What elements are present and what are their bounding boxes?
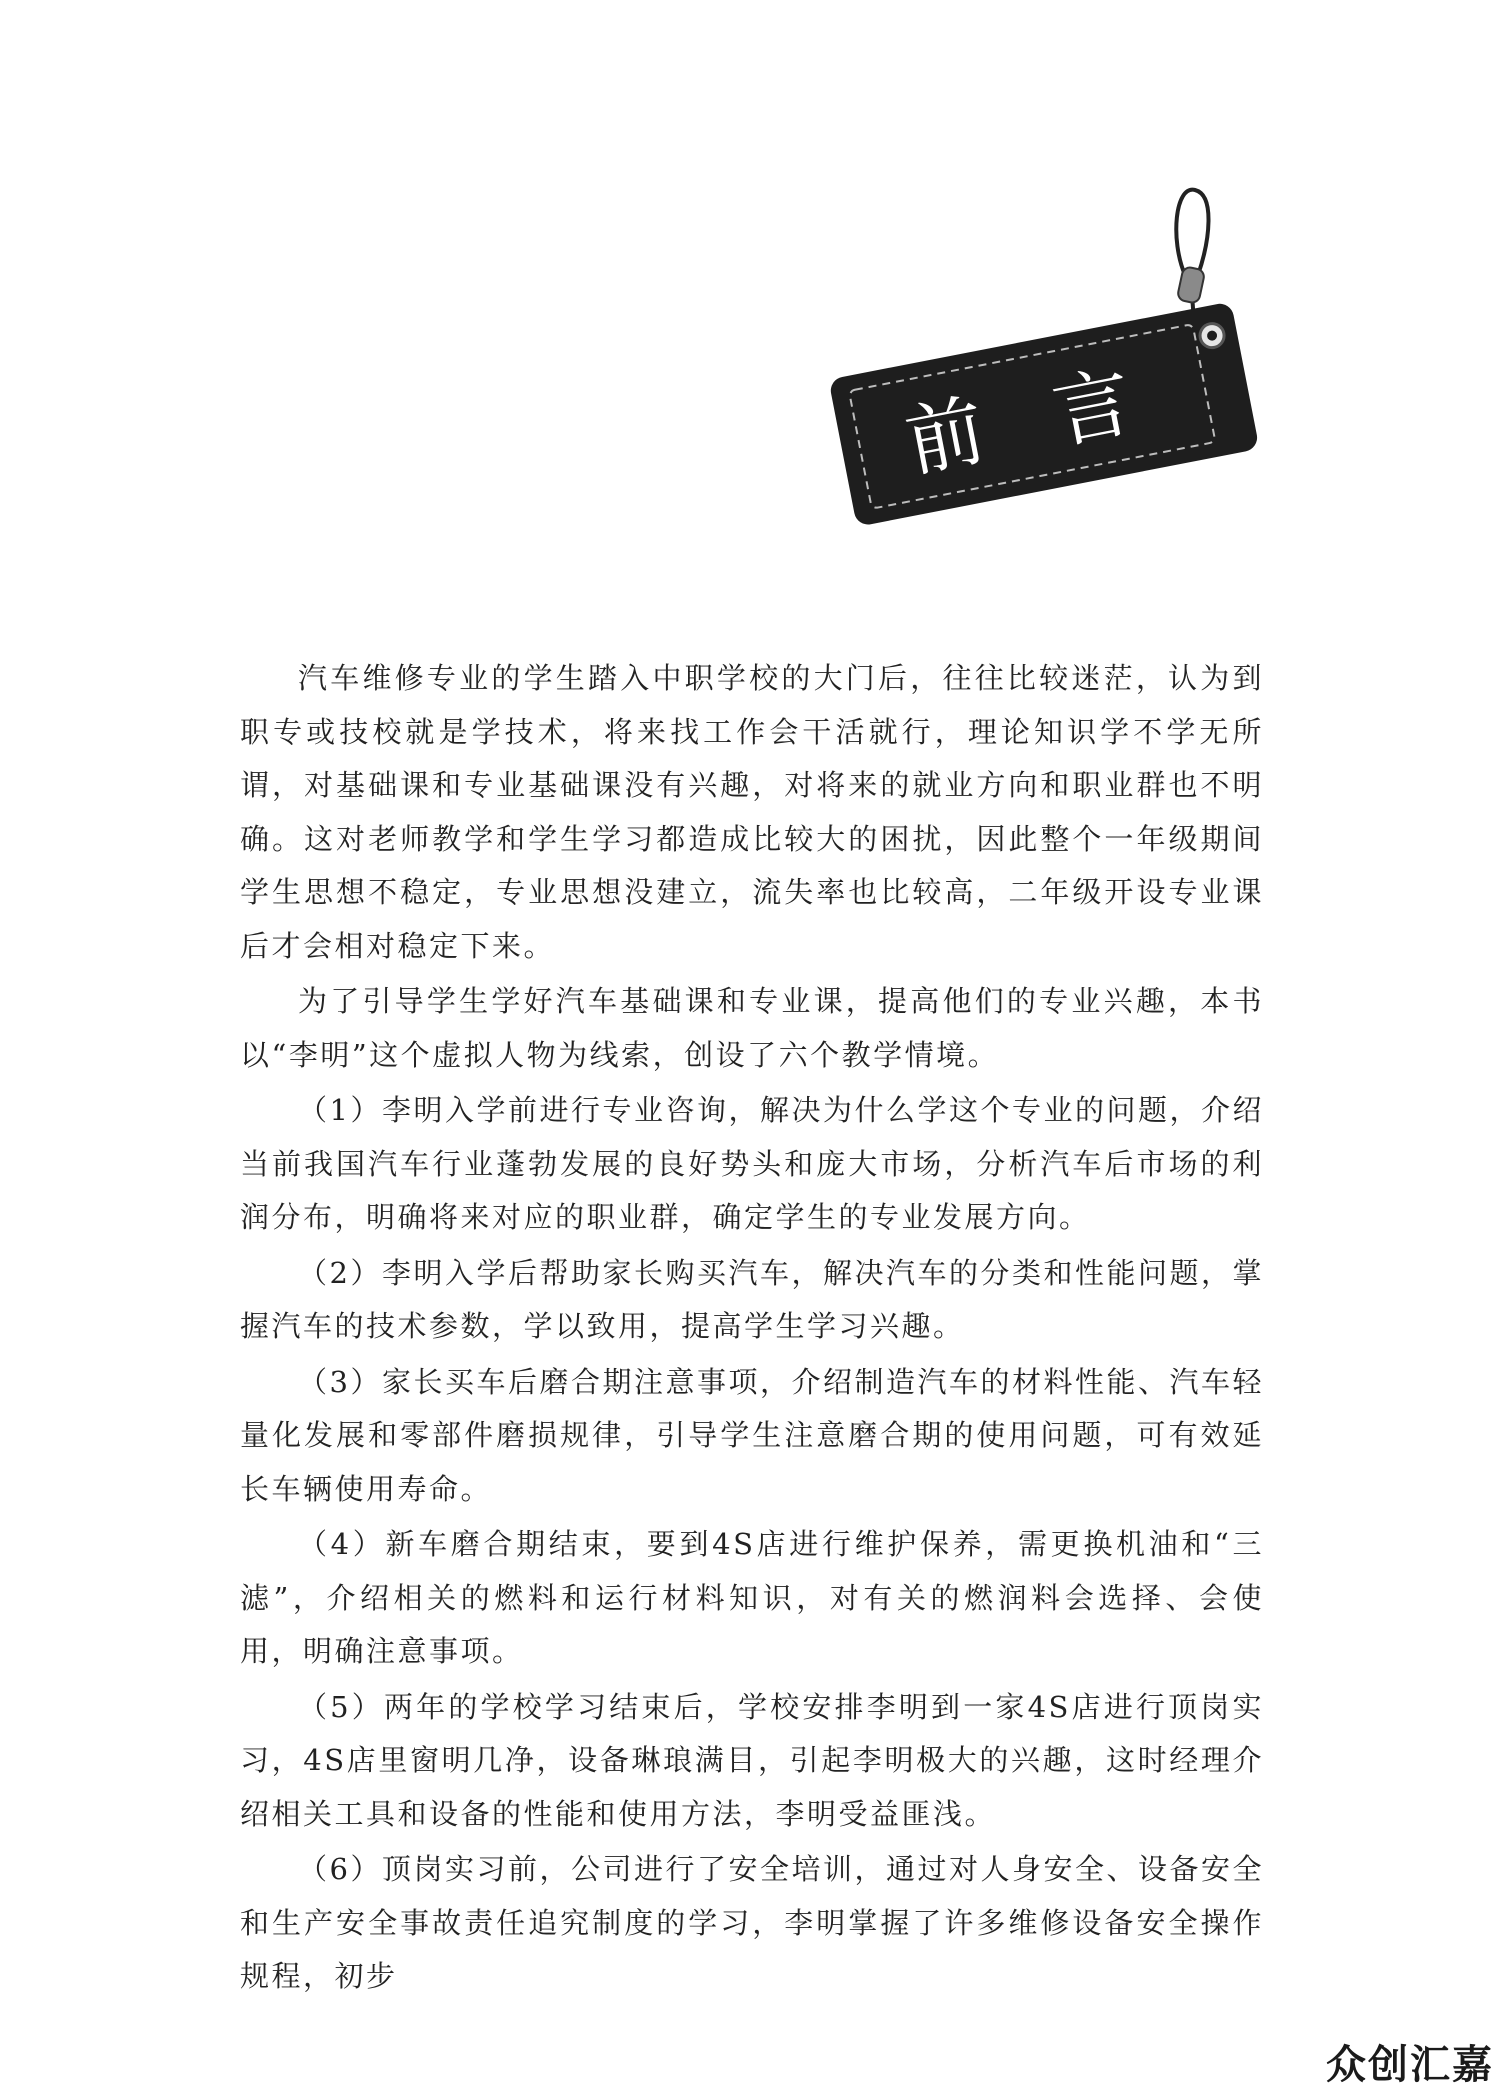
tag-cord (1176, 190, 1208, 275)
preface-title-char-2: 言 (1045, 357, 1140, 461)
paragraph-3: （1）李明入学前进行专业咨询，解决为什么学这个专业的问题，介绍当前我国汽车行业蓬勃发展的良好势头和庞大市场，分析汽车后市场的利润分布，明确将来对应的职业群，确定学生的专业发展方向。 (240, 1093, 1264, 1234)
tag-body (828, 301, 1259, 526)
paragraph-5: （3）家长买车后磨合期注意事项，介绍制造汽车的材料性能、汽车轻量化发展和零部件磨损规律，引导学生注意磨合期的使用问题，可有效延长车辆使用寿命。 (240, 1364, 1264, 1506)
preface-tag-illustration (800, 180, 1260, 580)
paragraph-1: 汽车维修专业的学生踏入中职学校的大门后，往往比较迷茫，认为到职专或技校就是学技术，将来找工作会干活就行，理论知识学不学无所谓，对基础课和专业基础课没有兴趣，对将来的就业方向和职业群也不明确。这对老师教学和学生学习都造成比较大的困扰，因此整个一年级期间学生思想不稳定，专业思想没建立，流失率也比较高，二年级开设专业课后才会相对稳定下来。 (240, 661, 1264, 963)
paragraph-4: （2）李明入学后帮助家长购买汽车，解决汽车的分类和性能问题，掌握汽车的技术参数，学以致用，提高学生学习兴趣。 (240, 1255, 1264, 1343)
paragraph-6: （4）新车磨合期结束，要到4S店进行维护保养，需更换机油和“三滤”，介绍相关的燃料和运行材料知识，对有关的燃润料会选择、会使用，明确注意事项。 (240, 1527, 1264, 1668)
paragraph-8: （6）顶岗实习前，公司进行了安全培训，通过对人身安全、设备安全和生产安全事故责任追究制度的学习，李明掌握了许多维修设备安全操作规程，初步 (240, 1852, 1264, 1993)
paragraph-2: 为了引导学生学好汽车基础课和专业课，提高他们的专业兴趣，本书以“李明”这个虚拟人物为线索，创设了六个教学情境。 (240, 984, 1264, 1072)
preface-title-char-1: 前 (898, 385, 993, 489)
tag-clasp (1177, 266, 1206, 304)
paragraph-7: （5）两年的学校学习结束后，学校安排李明到一家4S店进行顶岗实习，4S店里窗明几净，设备琳琅满目，引起李明极大的兴趣，这时经理介绍相关工具和设备的性能和使用方法，李明受益匪浅。 (240, 1689, 1264, 1831)
preface-body (240, 652, 1264, 2006)
watermark-logo: 众创汇嘉 (1326, 2042, 1494, 2088)
